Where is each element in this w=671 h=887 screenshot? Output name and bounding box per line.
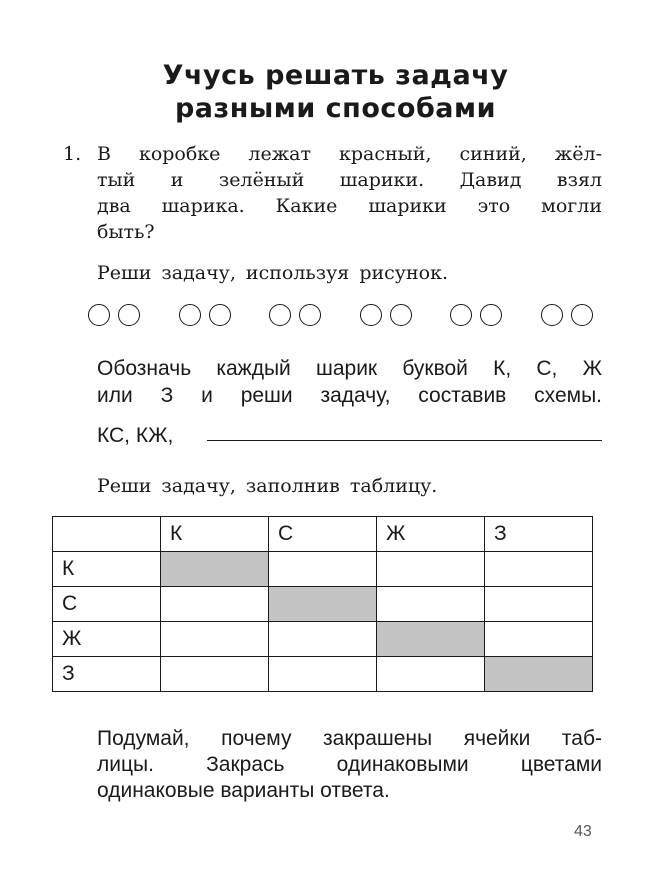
table-row	[53, 622, 593, 657]
table-row-header: Ж	[53, 622, 161, 657]
circle-pair	[179, 303, 237, 329]
circle-pair	[88, 303, 146, 329]
table-row-header: С	[53, 587, 161, 622]
table-cell[interactable]	[485, 622, 593, 657]
table-row	[53, 552, 593, 587]
table-cell[interactable]	[377, 552, 485, 587]
final-text-line-3: одинаковые варианты ответа.	[97, 779, 390, 802]
table-column-header: С	[269, 517, 377, 552]
table-header-row	[53, 517, 593, 552]
table-column-header: Ж	[377, 517, 485, 552]
table-shaded-cell	[269, 587, 377, 622]
table-shaded-cell	[485, 657, 593, 692]
page-title-line-1: Учусь решать задачу	[162, 60, 509, 91]
table-corner-cell	[53, 517, 161, 552]
table-cell[interactable]	[269, 552, 377, 587]
combination-table	[52, 516, 593, 692]
table-cell[interactable]	[377, 657, 485, 692]
ball-circle[interactable]	[450, 304, 472, 326]
instruction-table: Реши задачу, заполнив таблицу.	[97, 475, 438, 497]
final-text-line-1: Подумай, почему закрашены ячейки таб-	[97, 727, 602, 750]
ball-circle[interactable]	[360, 304, 382, 326]
task-text-line-1: В коробке лежат красный, синий, жёл-	[97, 143, 602, 165]
table-row	[53, 587, 593, 622]
ball-circle[interactable]	[541, 304, 563, 326]
table-shaded-cell	[377, 622, 485, 657]
table-cell[interactable]	[161, 622, 269, 657]
circle-pair	[541, 303, 599, 329]
task-text-line-3: два шарика. Какие шарики это могли	[97, 195, 602, 217]
circle-pair	[360, 303, 418, 329]
table-row	[53, 657, 593, 692]
ball-circle[interactable]	[88, 304, 110, 326]
ball-circle[interactable]	[299, 304, 321, 326]
instruction-scheme-line-2: или З и реши задачу, составив схемы.	[97, 384, 602, 407]
scheme-example: КС, КЖ,	[97, 424, 174, 447]
table-column-header: К	[161, 517, 269, 552]
task-text-line-4: быть?	[97, 221, 155, 243]
table-cell[interactable]	[485, 552, 593, 587]
page-title-line-2: разными способами	[174, 93, 497, 124]
ball-circle[interactable]	[209, 304, 231, 326]
table-cell[interactable]	[485, 587, 593, 622]
circle-pair	[269, 303, 327, 329]
table-cell[interactable]	[161, 657, 269, 692]
circle-pair	[450, 303, 508, 329]
table-cell[interactable]	[269, 622, 377, 657]
final-text-line-2: лицы. Закрась одинаковыми цветами	[97, 753, 602, 776]
table-cell[interactable]	[269, 657, 377, 692]
ball-circle[interactable]	[390, 304, 412, 326]
task-number: 1.	[63, 143, 82, 165]
answer-line[interactable]	[207, 440, 602, 441]
ball-circle[interactable]	[179, 304, 201, 326]
table-cell[interactable]	[161, 587, 269, 622]
ball-circle[interactable]	[571, 304, 593, 326]
page-number: 43	[574, 823, 592, 840]
table-shaded-cell	[161, 552, 269, 587]
ball-circle[interactable]	[480, 304, 502, 326]
instruction-picture: Реши задачу, используя рисунок.	[97, 262, 448, 284]
table-row-header: З	[53, 657, 161, 692]
table-column-header: З	[485, 517, 593, 552]
circle-pairs-picture	[88, 303, 603, 329]
table-row-header: К	[53, 552, 161, 587]
instruction-scheme-line-1: Обозначь каждый шарик буквой К, С, Ж	[97, 357, 602, 380]
table-cell[interactable]	[377, 587, 485, 622]
ball-circle[interactable]	[118, 304, 140, 326]
task-text-line-2: тый и зелёный шарики. Давид взял	[97, 169, 602, 191]
ball-circle[interactable]	[269, 304, 291, 326]
